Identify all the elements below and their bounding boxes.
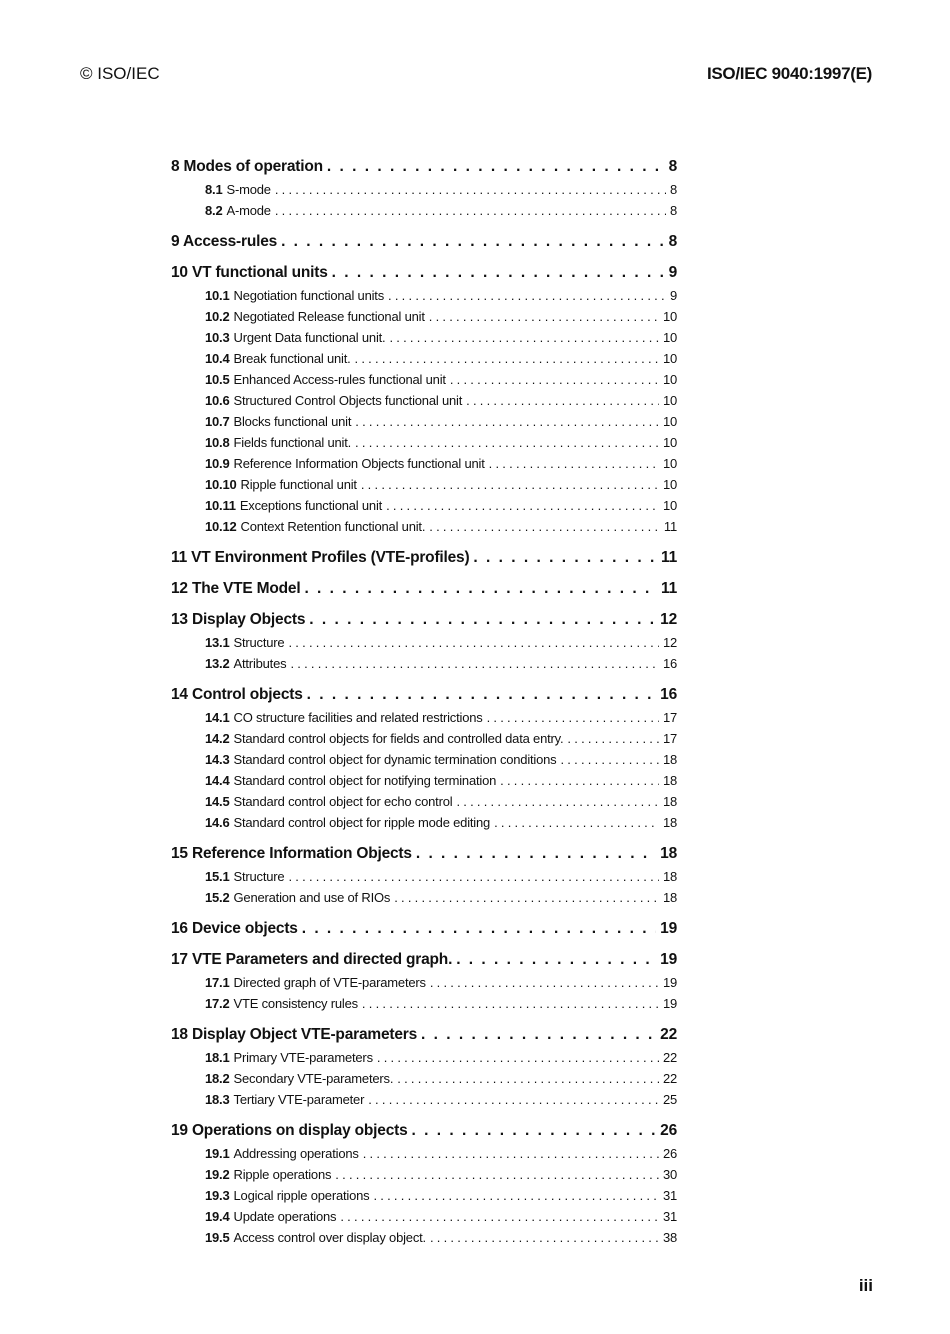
toc-subsection-entry[interactable]	[171, 477, 677, 498]
toc-subsection-title: Attributes	[233, 656, 287, 671]
toc-subsection-title: Fields functional unit.	[233, 435, 352, 450]
toc-subsection-title: Primary VTE-parameters	[233, 1050, 373, 1065]
toc-subsection-number: 17.1	[205, 975, 230, 990]
toc-subsection-number: 18.2	[205, 1071, 230, 1086]
toc-page-number: 17	[662, 731, 677, 746]
toc-section-entry[interactable]	[171, 686, 677, 708]
toc-subsection-title: Ripple operations	[233, 1167, 332, 1182]
toc-subsection-title: Directed graph of VTE-parameters	[233, 975, 426, 990]
toc-leader-dots	[309, 611, 656, 629]
toc-section	[171, 686, 677, 836]
toc-page-number: 11	[661, 549, 677, 566]
toc-section-entry[interactable]	[171, 549, 677, 571]
toc-subsection-number: 15.1	[205, 869, 230, 884]
toc-page-number: 12	[660, 611, 677, 628]
toc-subsection-entry[interactable]	[171, 182, 677, 203]
toc-subsection-number: 14.1	[205, 710, 230, 725]
toc-subsection-title: Structure	[233, 635, 285, 650]
toc-subsection-entry[interactable]	[171, 330, 677, 351]
toc-section-title: 19 Operations on display objects	[171, 1122, 408, 1139]
toc-subsection-entry[interactable]	[171, 498, 677, 519]
toc-subsection-entry[interactable]	[171, 1188, 677, 1209]
toc-page-number: 8	[669, 203, 677, 218]
toc-subsection-title: Logical ripple operations	[233, 1188, 370, 1203]
toc-page-number: 10	[662, 393, 677, 408]
toc-subsection-number: 14.5	[205, 794, 230, 809]
toc-leader-dots	[430, 975, 659, 990]
toc-page-number: 25	[662, 1092, 677, 1107]
toc-subsection-number: 19.4	[205, 1209, 230, 1224]
toc-leader-dots	[288, 635, 658, 650]
toc-leader-dots	[377, 1050, 659, 1065]
toc-subsection-entry[interactable]	[171, 1092, 677, 1113]
toc-subsection-title: Standard control objects for fields and controlled data entry.	[233, 731, 564, 746]
toc-subsection-title: Standard control object for notifying termination	[233, 773, 497, 788]
toc-subsection-title: Exceptions functional unit	[239, 498, 383, 513]
toc-subsection-title: CO structure facilities and related restrictions	[233, 710, 483, 725]
toc-leader-dots	[450, 372, 659, 387]
toc-subsection-number: 10.4	[205, 351, 230, 366]
toc-section-title: 16 Device objects	[171, 920, 298, 937]
toc-subsection-number: 10.12	[205, 519, 237, 534]
toc-leader-dots	[361, 477, 659, 492]
toc-subsection-entry[interactable]	[171, 372, 677, 393]
toc-leader-dots	[288, 869, 658, 884]
toc-leader-dots	[290, 656, 659, 671]
toc-subsection-title: Context Retention functional unit.	[240, 519, 426, 534]
toc-subsection-title: Enhanced Access-rules functional unit	[233, 372, 446, 387]
toc-subsection-number: 10.10	[205, 477, 237, 492]
toc-section	[171, 611, 677, 677]
toc-leader-dots	[416, 845, 656, 863]
toc-page-number: 30	[662, 1167, 677, 1182]
toc-page-number: 18	[660, 845, 677, 862]
toc-leader-dots	[363, 1146, 659, 1161]
toc-page-number: 9	[669, 288, 677, 303]
toc-leader-dots	[394, 890, 659, 905]
toc-page-number: 8	[669, 182, 677, 197]
toc-page-number: 8	[668, 233, 677, 250]
toc-leader-dots	[489, 456, 659, 471]
toc-page-number: 26	[660, 1122, 677, 1139]
toc-page-number: 19	[660, 951, 677, 968]
toc-leader-dots	[473, 549, 657, 567]
toc-page-number: 10	[662, 330, 677, 345]
toc-page-number: 22	[660, 1026, 677, 1043]
toc-leader-dots	[307, 686, 657, 704]
toc-page-number: 22	[662, 1050, 677, 1065]
toc-leader-dots	[494, 815, 659, 830]
toc-leader-dots	[412, 1122, 657, 1140]
toc-page-number: 8	[668, 158, 677, 175]
toc-subsection-number: 10.1	[205, 288, 230, 303]
toc-subsection-title: VTE consistency rules	[233, 996, 358, 1011]
toc-subsection-entry[interactable]	[171, 731, 677, 752]
toc-subsection-number: 10.8	[205, 435, 230, 450]
toc-subsection-title: Secondary VTE-parameters.	[233, 1071, 394, 1086]
toc-section-entry[interactable]	[171, 1122, 677, 1144]
toc-page-number: 18	[662, 773, 677, 788]
toc-page-number: 38	[662, 1230, 677, 1245]
toc-subsection-title: Generation and use of RIOs	[233, 890, 391, 905]
toc-subsection-title: Standard control object for ripple mode editing	[233, 815, 491, 830]
toc-subsection-number: 14.3	[205, 752, 230, 767]
toc-subsection-entry[interactable]	[171, 996, 677, 1017]
toc-leader-dots	[368, 1092, 659, 1107]
toc-subsection-entry[interactable]	[171, 1050, 677, 1071]
toc-page-number: 10	[662, 456, 677, 471]
toc-subsection-entry[interactable]	[171, 869, 677, 890]
toc-subsection-title: Update operations	[233, 1209, 337, 1224]
toc-leader-dots	[456, 794, 659, 809]
toc-section	[171, 920, 677, 942]
toc-page-number: 19	[662, 975, 677, 990]
toc-section	[171, 1026, 677, 1113]
toc-subsection-title: Standard control object for echo control	[233, 794, 453, 809]
toc-subsection-number: 10.5	[205, 372, 230, 387]
toc-leader-dots	[466, 393, 659, 408]
toc-subsection-number: 18.1	[205, 1050, 230, 1065]
toc-leader-dots	[430, 1230, 659, 1245]
toc-section-title: 10 VT functional units	[171, 264, 328, 281]
toc-page-number: 16	[660, 686, 677, 703]
toc-section-title: 17 VTE Parameters and directed graph.	[171, 951, 453, 968]
toc-section-entry[interactable]	[171, 1026, 677, 1048]
toc-leader-dots	[304, 580, 657, 598]
toc-page-number: 19	[660, 920, 677, 937]
toc-page-number: 12	[662, 635, 677, 650]
toc-section-entry[interactable]	[171, 580, 677, 602]
toc-subsection-entry[interactable]	[171, 309, 677, 330]
toc-subsection-number: 14.4	[205, 773, 230, 788]
toc-page-number: 10	[662, 477, 677, 492]
toc-page-number: 10	[662, 309, 677, 324]
toc-subsection-entry[interactable]	[171, 890, 677, 911]
toc-subsection-title: Structure	[233, 869, 285, 884]
toc-section-entry[interactable]	[171, 845, 677, 867]
toc-leader-dots	[389, 330, 658, 345]
toc-subsection-title: Addressing operations	[233, 1146, 359, 1161]
toc-leader-dots	[327, 158, 665, 176]
toc-section	[171, 951, 677, 1017]
toc-subsection-entry[interactable]	[171, 635, 677, 656]
toc-subsection-title: Tertiary VTE-parameter	[233, 1092, 365, 1107]
toc-page-number: 17	[662, 710, 677, 725]
toc-section	[171, 845, 677, 911]
toc-subsection-entry[interactable]	[171, 1209, 677, 1230]
toc-subsection-number: 14.6	[205, 815, 230, 830]
toc-subsection-title: Ripple functional unit	[240, 477, 357, 492]
toc-subsection-number: 19.5	[205, 1230, 230, 1245]
toc-subsection-entry[interactable]	[171, 773, 677, 794]
toc-subsection-entry[interactable]	[171, 519, 677, 540]
toc-page-number: 18	[662, 869, 677, 884]
header-copyright: © ISO/IEC	[80, 64, 160, 83]
toc-page-number: 10	[662, 435, 677, 450]
toc-subsection-entry[interactable]	[171, 393, 677, 414]
toc-subsection-entry[interactable]	[171, 1146, 677, 1167]
toc-subsection-entry[interactable]	[171, 752, 677, 773]
toc-page-number: 10	[662, 414, 677, 429]
toc-section	[171, 549, 677, 571]
toc-subsection-title: Urgent Data functional unit.	[233, 330, 386, 345]
toc-leader-dots	[429, 309, 659, 324]
toc-page-number: 16	[662, 656, 677, 671]
toc-section-entry[interactable]	[171, 951, 677, 973]
toc-page-number: 19	[662, 996, 677, 1011]
toc-section-title: 9 Access-rules	[171, 233, 278, 250]
toc-leader-dots	[362, 996, 659, 1011]
toc-leader-dots	[340, 1209, 659, 1224]
toc-subsection-number: 13.2	[205, 656, 230, 671]
toc-subsection-number: 18.3	[205, 1092, 230, 1107]
toc-subsection-entry[interactable]	[171, 435, 677, 456]
toc-subsection-title: Negotiated Release functional unit	[233, 309, 425, 324]
toc-section-title: 13 Display Objects	[171, 611, 306, 628]
toc-subsection-number: 10.3	[205, 330, 230, 345]
toc-subsection-entry[interactable]	[171, 710, 677, 731]
toc-subsection-number: 17.2	[205, 996, 230, 1011]
toc-leader-dots	[355, 351, 659, 366]
toc-page-number: 18	[662, 794, 677, 809]
toc-section-title: 18 Display Object VTE-parameters	[171, 1026, 418, 1043]
toc-subsection-number: 15.2	[205, 890, 230, 905]
toc-section-title: 14 Control objects	[171, 686, 303, 703]
toc-subsection-title: S-mode	[226, 182, 271, 197]
toc-leader-dots	[397, 1071, 659, 1086]
toc-section	[171, 264, 677, 540]
toc-subsection-number: 19.1	[205, 1146, 230, 1161]
toc-section-entry[interactable]	[171, 233, 677, 255]
toc-subsection-number: 19.2	[205, 1167, 230, 1182]
toc-page-number: 18	[662, 752, 677, 767]
toc-section-title: 15 Reference Information Objects	[171, 845, 412, 862]
toc-subsection-number: 14.2	[205, 731, 230, 746]
toc-subsection-number: 8.2	[205, 203, 223, 218]
toc-subsection-entry[interactable]	[171, 1230, 677, 1251]
toc-page-number: 26	[662, 1146, 677, 1161]
toc-subsection-entry[interactable]	[171, 1071, 677, 1092]
toc-subsection-entry[interactable]	[171, 456, 677, 477]
toc-leader-dots	[421, 1026, 656, 1044]
header-standard-id: ISO/IEC 9040:1997(E)	[706, 64, 872, 83]
toc-subsection-entry[interactable]	[171, 656, 677, 677]
toc-leader-dots	[281, 233, 665, 251]
toc-leader-dots	[567, 731, 659, 746]
toc-subsection-title: Negotiation functional units	[233, 288, 385, 303]
toc-subsection-entry[interactable]	[171, 414, 677, 435]
toc-page-number: 11	[661, 580, 677, 597]
toc-subsection-title: Break functional unit.	[233, 351, 351, 366]
toc-leader-dots	[429, 519, 660, 534]
toc-page-number: 10	[662, 372, 677, 387]
toc-subsection-number: 19.3	[205, 1188, 230, 1203]
toc-subsection-title: Structured Control Objects functional unit	[233, 393, 463, 408]
toc-page-number: 18	[662, 890, 677, 905]
toc-section-title: 8 Modes of operation	[171, 158, 323, 175]
toc-subsection-number: 10.7	[205, 414, 230, 429]
toc-page-number: 9	[668, 264, 677, 281]
toc-section-title: 12 The VTE Model	[171, 580, 301, 597]
toc-subsection-title: Blocks functional unit	[233, 414, 352, 429]
toc-subsection-entry[interactable]	[171, 794, 677, 815]
toc-leader-dots	[275, 203, 666, 218]
toc-section	[171, 158, 677, 224]
toc-subsection-entry[interactable]	[171, 815, 677, 836]
toc-section	[171, 233, 677, 255]
toc-subsection-title: Reference Information Objects functional unit	[233, 456, 485, 471]
toc-page-number: 10	[662, 351, 677, 366]
toc-leader-dots	[500, 773, 659, 788]
toc-subsection-number: 10.2	[205, 309, 230, 324]
toc-section-title: 11 VT Environment Profiles (VTE-profiles)	[171, 549, 470, 566]
toc-page-number: 11	[663, 519, 677, 534]
toc-subsection-title: Standard control object for dynamic termination conditions	[233, 752, 557, 767]
toc-page-number: 31	[662, 1209, 677, 1224]
toc-leader-dots	[386, 498, 659, 513]
toc-leader-dots	[335, 1167, 659, 1182]
toc-page-number: 18	[662, 815, 677, 830]
toc-section-entry[interactable]	[171, 158, 677, 180]
toc-subsection-title: A-mode	[226, 203, 271, 218]
toc-subsection-entry[interactable]	[171, 975, 677, 996]
toc-subsection-number: 10.9	[205, 456, 230, 471]
toc-page-number: 22	[662, 1071, 677, 1086]
toc-section	[171, 1122, 677, 1251]
toc-leader-dots	[332, 264, 665, 282]
toc-leader-dots	[487, 710, 659, 725]
toc-subsection-number: 10.11	[205, 498, 236, 513]
toc-page-number: 10	[662, 498, 677, 513]
toc-subsection-number: 8.1	[205, 182, 223, 197]
toc-section-entry[interactable]	[171, 920, 677, 942]
toc-leader-dots	[456, 951, 656, 969]
toc-leader-dots	[373, 1188, 658, 1203]
toc-subsection-number: 13.1	[205, 635, 230, 650]
toc-subsection-entry[interactable]	[171, 288, 677, 309]
toc-page-number: 31	[662, 1188, 677, 1203]
toc-leader-dots	[355, 435, 659, 450]
toc-subsection-entry[interactable]	[171, 351, 677, 372]
toc-section-entry[interactable]	[171, 264, 677, 286]
toc-subsection-title: Access control over display object.	[233, 1230, 426, 1245]
toc-section	[171, 580, 677, 602]
toc-leader-dots	[275, 182, 666, 197]
toc-subsection-entry[interactable]	[171, 1167, 677, 1188]
toc-leader-dots	[560, 752, 658, 767]
toc-leader-dots	[355, 414, 659, 429]
toc-leader-dots	[388, 288, 666, 303]
toc-leader-dots	[302, 920, 656, 938]
page-number: iii	[858, 1276, 873, 1295]
table-of-contents	[171, 158, 677, 1251]
toc-subsection-entry[interactable]	[171, 203, 677, 224]
toc-section-entry[interactable]	[171, 611, 677, 633]
toc-subsection-number: 10.6	[205, 393, 230, 408]
